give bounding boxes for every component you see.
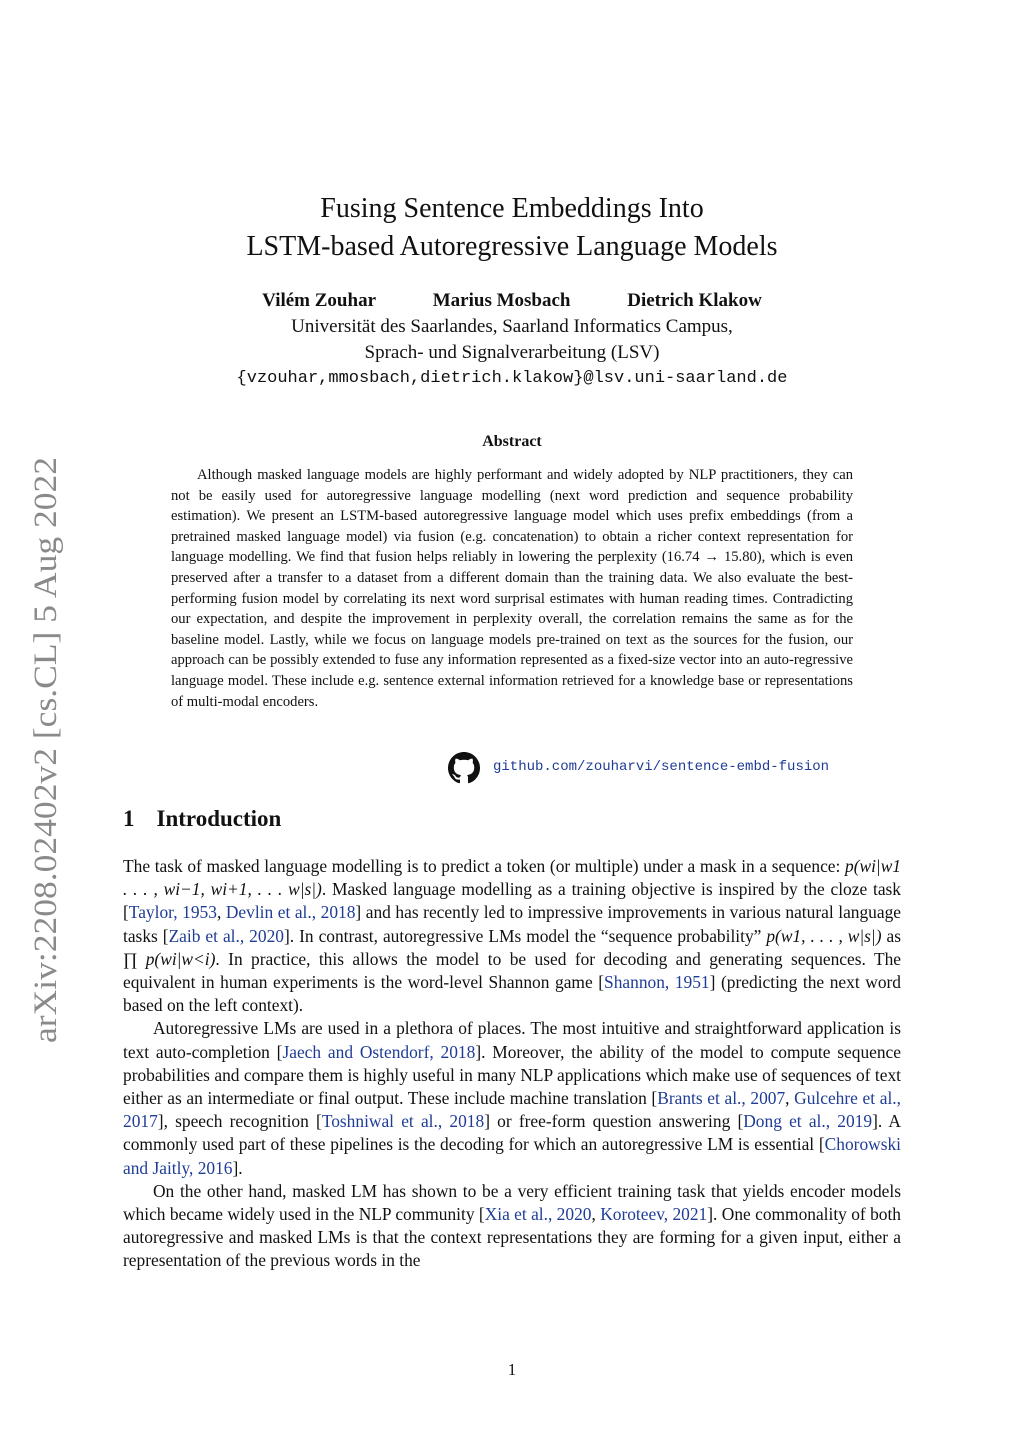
- citation-link[interactable]: Brants et al., 2007: [657, 1088, 786, 1109]
- text-run: ], speech recognition [: [157, 1111, 322, 1132]
- math-expression: p(w1, . . . , w|s|): [766, 925, 882, 946]
- citation-link[interactable]: Devlin et al., 2018: [225, 902, 356, 923]
- text-run: . Masked language modelling as a training objective is inspired by the cloze task [: [123, 879, 901, 923]
- text-run: ,: [785, 1088, 795, 1109]
- text-run: . In practice, this allows the model to be used for decoding and generating sequences. The equivalent in human experiments is the word-level Shannon game [: [123, 948, 901, 993]
- arxiv-stamp-text: arXiv:2208.02402v2 [cs.CL] 5 Aug 2022: [28, 498, 64, 1043]
- text-run: On the other hand, masked LM has shown to be a very efficient training task that yields encoder models which became widely used in the NLP community [: [123, 1180, 901, 1225]
- citation-link[interactable]: Koroteev, 2021: [600, 1204, 708, 1225]
- citation-link[interactable]: Chorowski and Jaitly, 2016: [123, 1134, 901, 1178]
- section-number: 1: [123, 806, 135, 831]
- text-run: Autoregressive LMs are used in a plethora of places. The most intuitive and straightforward application is text auto-completion [: [123, 1018, 901, 1062]
- math-expression: ∏ p(wi|w<i): [123, 948, 216, 969]
- citation-link[interactable]: Toshniwal et al., 2018: [321, 1111, 485, 1132]
- title-line-1: Fusing Sentence Embeddings Into: [320, 193, 704, 224]
- abstract-text: Although masked language models are highly performant and widely adopted by NLP practitioners, they can not be easily used for autoregressive language modelling (next word prediction and sequence probability estimation). We present an LSTM-based autoregressive language model which uses prefix embeddings (from a pretrained masked language model) via fusion (e.g. concatenation) to obtain a richer context representation for language modelling. We find that fusion helps reliably in lowering the perplexity (16.74 → 15.80), which is even preserved after a transfer to a dataset from a different domain than the training data. We also evaluate the best-performing fusion model by correlating its next word surprisal estimates with human reading times. Contradicting our expectation, and despite the improvement in perplexity overall, the correlation remains the same as for the baseline model. Lastly, while we focus on language models pre-trained on text as the sources for the fusion, our approach can be possibly extended to fuse any information represented as a fixed-size vector into an auto-regressive language model. These include e.g. sentence external information retrieved for a knowledge base or representations of multi-modal encoders.: [171, 467, 853, 710]
- citation-link[interactable]: Jaech and Ostendorf, 2018: [282, 1041, 476, 1062]
- affiliation-line-1: Universität des Saarlandes, Saarland Informatics Campus,: [291, 316, 733, 337]
- citation-link[interactable]: Taylor, 1953: [128, 902, 217, 923]
- math-expression: p(wi|w1 . . . , wi−1, wi+1, . . . w|s|): [123, 856, 901, 900]
- page-number: 1: [507, 1360, 517, 1379]
- abstract-heading: Abstract: [482, 433, 542, 450]
- author-emails: {vzouhar,mmosbach,dietrich.klakow}@lsv.uni-saarland.de: [236, 369, 788, 388]
- author-names: [0, 288, 1024, 314]
- citation-link[interactable]: Gulcehre et al., 2017: [123, 1088, 901, 1132]
- arxiv-stamp-svg: [20, 455, 70, 1045]
- author-name: Vilém Zouhar: [262, 290, 376, 311]
- text-run: ] (predicting the next word based on the left context).: [123, 972, 901, 1016]
- citation-link[interactable]: Shannon, 1951: [604, 972, 710, 993]
- arxiv-stamp: [20, 455, 70, 1045]
- paragraph-1: [123, 855, 901, 1017]
- text-run: ]. A commonly used part of these pipelines is the decoding for which an autoregressive LM is essential [: [123, 1111, 901, 1155]
- text-run: ,: [216, 902, 226, 923]
- github-link-row: [448, 752, 858, 784]
- github-repo-link[interactable]: github.com/zouharvi/sentence-embd-fusion: [493, 759, 830, 775]
- title-line-2: LSTM-based Autoregressive Language Models: [246, 231, 778, 262]
- paragraph-2: [123, 1017, 901, 1179]
- citation-link[interactable]: Dong et al., 2019: [743, 1111, 873, 1132]
- section-title: Introduction: [156, 806, 282, 831]
- paper-title: [0, 190, 1024, 266]
- text-run: The task of masked language modelling is to predict a token (or multiple) under a mask in a sequence:: [123, 856, 845, 876]
- citation-link[interactable]: Zaib et al., 2020: [168, 925, 284, 946]
- author-block: [0, 288, 1024, 392]
- author-name: Marius Mosbach: [432, 290, 571, 311]
- section-heading: [123, 806, 281, 832]
- text-run: ].: [232, 1157, 243, 1178]
- text-run: ]. Moreover, the ability of the model to compute sequence probabilities and compare them is highly useful in many NLP applications which make use of sequences of text either as an intermediate or final output. These include machine translation [: [123, 1041, 901, 1109]
- text-run: ]. In contrast, autoregressive LMs model the “sequence probability”: [283, 925, 767, 946]
- citation-link[interactable]: Xia et al., 2020: [484, 1204, 592, 1225]
- text-run: ]. One commonality of both autoregressive and masked LMs is that the context representations they are forming for a given input, either a representation of the previous words in the: [123, 1204, 901, 1271]
- introduction-body: [123, 855, 901, 1273]
- text-run: as: [881, 925, 901, 946]
- affiliation-line-2: Sprach- und Signalverarbeitung (LSV): [364, 342, 660, 363]
- text-run: ,: [591, 1204, 601, 1225]
- text-run: ] and has recently led to impressive improvements in various natural language tasks [: [123, 902, 902, 946]
- text-run: ] or free-form question answering [: [484, 1111, 744, 1132]
- author-name: Dietrich Klakow: [627, 290, 762, 311]
- github-icon: [448, 752, 480, 784]
- paragraph-3: [123, 1180, 901, 1273]
